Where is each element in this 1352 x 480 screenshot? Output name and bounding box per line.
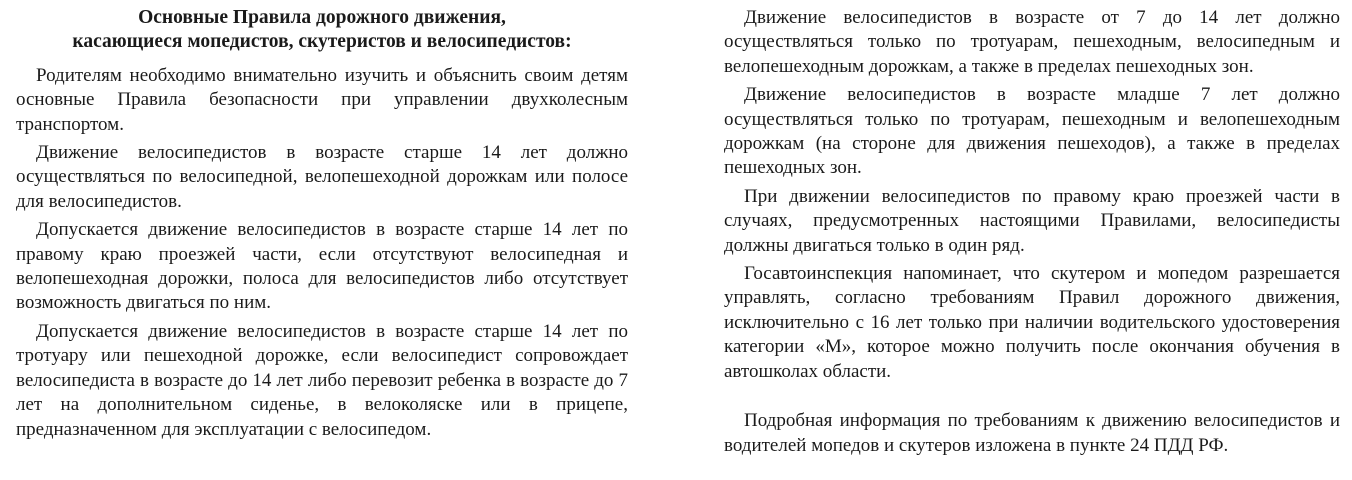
paragraph-over-14-sidewalk: Допускается движение велосипедистов в возрасте старше 14 лет по тротуару или пешеходной дорожке, если велосипедист сопровождает велосипедиста в возрасте до 14 лет либо перевозит ребенка в возрасте до 7 лет на дополнительном сиденье, в велоколяске или в прицепе, предназначенном для эксплуатации с велосипедом. xyxy=(16,320,628,440)
paragraph-parents: Родителям необходимо внимательно изучить и объяснить своим детям основные Правила безопасности при управлении двухколесным транспортом. xyxy=(16,64,628,135)
title-line-1: Основные Правила дорожного движения, xyxy=(138,7,506,28)
paragraph-over-14-roadside: Допускается движение велосипедистов в возрасте старше 14 лет по правому краю проезжей части, если отсутствуют велосипедная и велопешеходная дорожки, полоса для велосипедистов либо отсутствует возможность двигаться по ним. xyxy=(16,219,628,314)
paragraph-over-14-lanes: Движение велосипедистов в возрасте старше 14 лет должно осуществляться по велосипедной, велопешеходной дорожкам или полосе для велосипедистов. xyxy=(16,142,628,212)
paragraph-7-to-14: Движение велосипедистов в возрасте от 7 до 14 лет должно осуществляться только по тротуарам, пешеходным, велосипедным и велопешеходным дорожкам, а также в пределах пешеходных зон. xyxy=(724,7,1340,77)
paragraph-single-file: При движении велосипедистов по правому краю проезжей части в случаях, предусмотренных настоящими Правилами, велосипедисты должны двигаться только в один ряд. xyxy=(724,185,1340,256)
paragraph-under-7: Движение велосипедистов в возрасте младше 7 лет должно осуществляться только по тротуарам, пешеходным и велопешеходным дорожкам (на стороне для движения пешеходов), а также в пределах пешеходных зон. xyxy=(724,84,1340,179)
right-column xyxy=(724,6,1340,462)
title-line-2: касающиеся мопедистов, скутеристов и велосипедистов: xyxy=(72,31,572,53)
paragraph-reference: Подробная информация по требованиям к движению велосипедистов и водителей мопедов и скутеров изложена в пункте 24 ПДД РФ. xyxy=(724,410,1340,456)
left-column xyxy=(16,6,628,446)
paragraph-scooter-moped: Госавтоинспекция напоминает, что скутером и мопедом разрешается управлять, согласно требованиям Правил дорожного движения, исключительно с 16 лет только при наличии водительского удостоверения категории «М», которое можно получить после окончания обучения в автошколах области. xyxy=(724,263,1340,382)
document-title xyxy=(16,6,628,55)
paragraph-spacer xyxy=(724,388,1340,409)
